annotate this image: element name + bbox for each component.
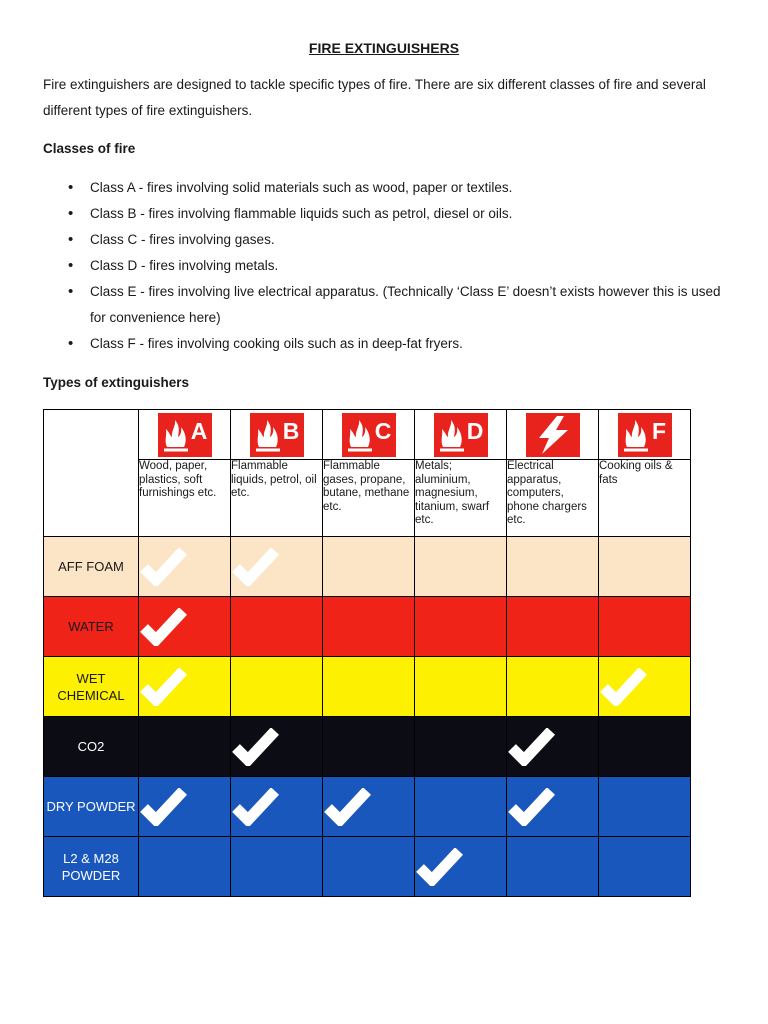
svg-text:A: A (190, 417, 207, 444)
column-description: Flammable liquids, petrol, oil etc. (231, 460, 323, 537)
svg-text:D: D (466, 417, 483, 444)
fire-class-d-icon (434, 413, 488, 457)
check-cell (507, 717, 599, 777)
check-cell (507, 537, 599, 597)
check-cell (415, 657, 507, 717)
svg-text:C: C (374, 417, 391, 444)
check-cell (139, 837, 231, 897)
check-cell (323, 597, 415, 657)
check-cell (507, 657, 599, 717)
table-row (44, 657, 691, 717)
check-icon (139, 788, 189, 826)
row-label: L2 & M28 POWDER (44, 837, 139, 897)
table-row (44, 837, 691, 897)
description-row (44, 460, 691, 537)
check-cell (599, 657, 691, 717)
check-cell (507, 777, 599, 837)
check-cell (415, 837, 507, 897)
types-heading: Types of extinguishers (43, 375, 190, 390)
check-cell (139, 717, 231, 777)
column-description: Wood, paper, plastics, soft furnishings etc. (139, 460, 231, 537)
check-cell (231, 597, 323, 657)
column-description: Electrical apparatus, computers, phone chargers etc. (507, 460, 599, 537)
corner-cell (44, 410, 139, 537)
check-icon (139, 608, 189, 646)
check-icon (599, 668, 649, 706)
check-cell (139, 777, 231, 837)
check-cell (415, 597, 507, 657)
check-cell (231, 717, 323, 777)
svg-text:B: B (282, 417, 299, 444)
check-icon (507, 728, 557, 766)
fire-class-item-e: • Class E - fires involving live electrical apparatus. (Technically ‘Class E’ doesn’t exists however this is used for convenience here) (68, 279, 725, 331)
check-icon (231, 788, 281, 826)
check-cell (323, 777, 415, 837)
check-cell (415, 537, 507, 597)
check-cell (415, 717, 507, 777)
check-cell (139, 657, 231, 717)
check-cell (507, 597, 599, 657)
fire-class-item-f: • Class F - fires involving cooking oils such as in deep-fat fryers. (68, 331, 725, 357)
check-icon (231, 728, 281, 766)
column-description: Cooking oils & fats (599, 460, 691, 537)
check-cell (139, 537, 231, 597)
fire-class-f-icon (618, 413, 672, 457)
row-label: AFF FOAM (44, 537, 139, 597)
check-cell (323, 537, 415, 597)
check-cell (231, 837, 323, 897)
fire-class-f-cell (599, 410, 691, 460)
fire-class-item-c: • Class C - fires involving gases. (68, 227, 725, 253)
check-cell (599, 537, 691, 597)
row-label: WET CHEMICAL (44, 657, 139, 717)
svg-text:F: F (651, 417, 666, 444)
table-row (44, 777, 691, 837)
fire-class-item-d: • Class D - fires involving metals. (68, 253, 725, 279)
check-cell (599, 597, 691, 657)
fire-classes-list (43, 175, 725, 357)
check-cell (599, 717, 691, 777)
check-cell (231, 657, 323, 717)
check-cell (139, 597, 231, 657)
check-icon (139, 548, 189, 586)
fire-class-c-cell (323, 410, 415, 460)
check-cell (231, 777, 323, 837)
row-label: WATER (44, 597, 139, 657)
fire-class-item-a: • Class A - fires involving solid materials such as wood, paper or textiles. (68, 175, 725, 201)
classes-heading: Classes of fire (43, 141, 136, 156)
lightning-bolt-icon (526, 413, 580, 457)
check-cell (507, 837, 599, 897)
check-cell (599, 777, 691, 837)
page-title: FIRE EXTINGUISHERS (308, 40, 460, 56)
fire-class-b-icon (250, 413, 304, 457)
check-cell (231, 537, 323, 597)
row-label: CO2 (44, 717, 139, 777)
fire-class-c-icon (342, 413, 396, 457)
icon-row (44, 410, 691, 460)
fire-class-item-b: • Class B - fires involving flammable liquids such as petrol, diesel or oils. (68, 201, 725, 227)
check-icon (231, 548, 281, 586)
fire-class-a-cell (139, 410, 231, 460)
check-cell (415, 777, 507, 837)
column-description: Flammable gases, propane, butane, methane etc. (323, 460, 415, 537)
table-row (44, 537, 691, 597)
check-icon (139, 668, 189, 706)
check-cell (323, 657, 415, 717)
fire-class-d-cell (415, 410, 507, 460)
extinguisher-table (43, 409, 691, 897)
table-row (44, 717, 691, 777)
check-cell (323, 717, 415, 777)
column-description: Metals; aluminium, magnesium, titanium, swarf etc. (415, 460, 507, 537)
intro-paragraph: Fire extinguishers are designed to tackle specific types of fire. There are six different classes of fire and several different types of fire extinguishers. (43, 77, 706, 118)
electrical-cell (507, 410, 599, 460)
row-label: DRY POWDER (44, 777, 139, 837)
check-cell (599, 837, 691, 897)
check-icon (507, 788, 557, 826)
check-cell (323, 837, 415, 897)
table-row (44, 597, 691, 657)
fire-class-a-icon (158, 413, 212, 457)
fire-class-b-cell (231, 410, 323, 460)
check-icon (415, 848, 465, 886)
check-icon (323, 788, 373, 826)
